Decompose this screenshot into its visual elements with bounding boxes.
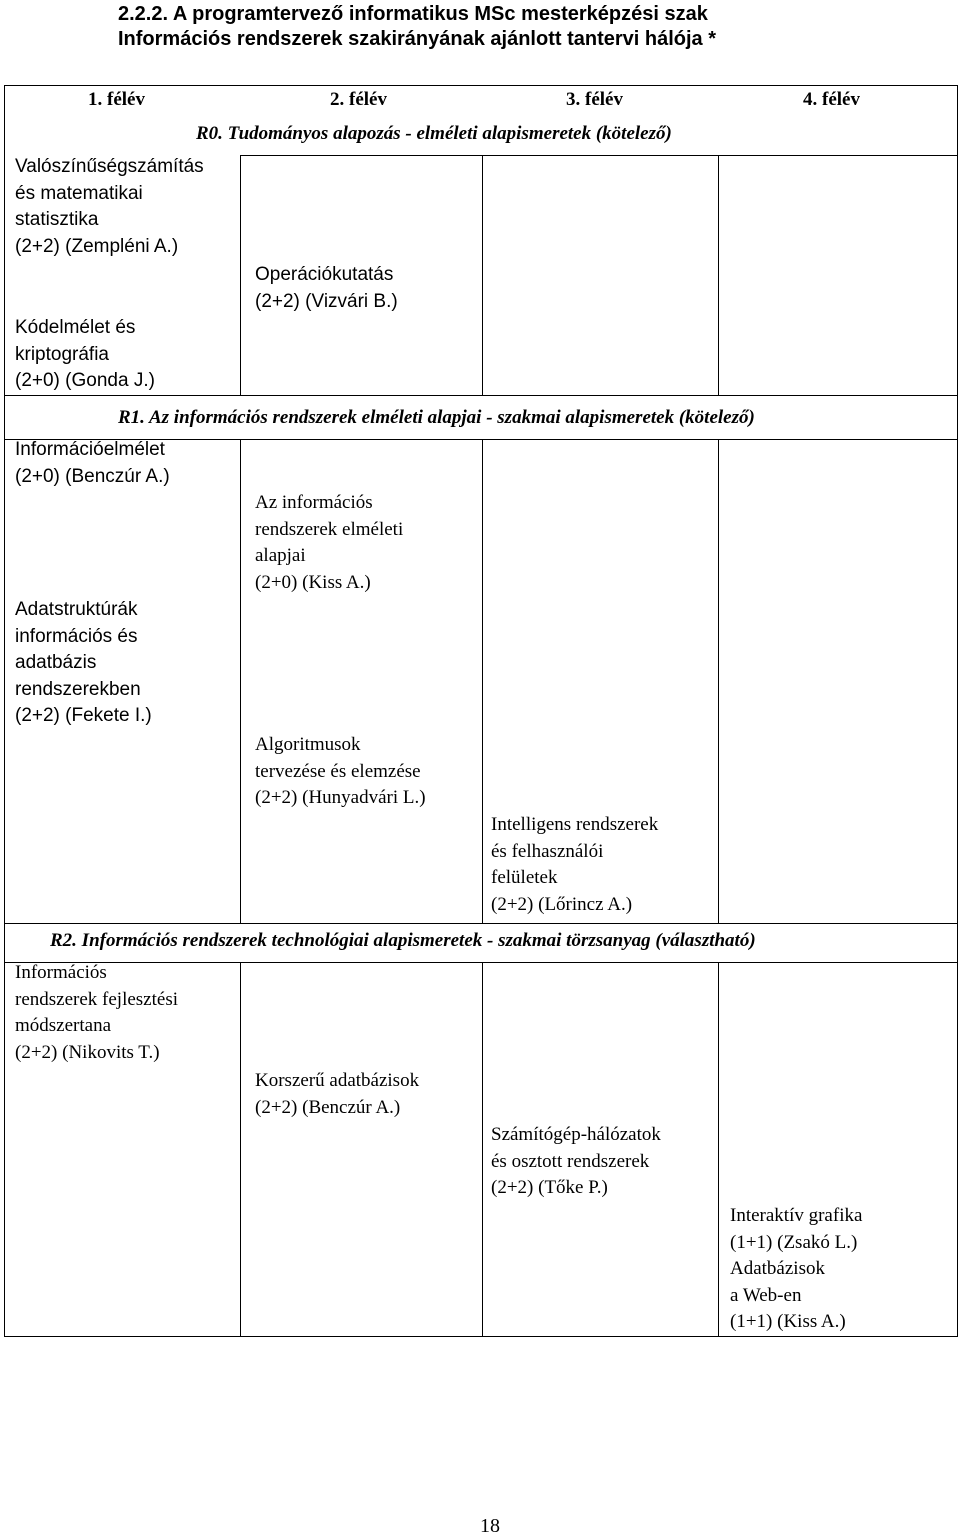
curriculum-grid xyxy=(4,85,958,1337)
grid-border-top xyxy=(4,85,958,86)
course-line: Algoritmusok xyxy=(255,734,361,755)
section-header-r1: R1. Az információs rendszerek elméleti alapjai - szakmai alapismeretek (kötelező) xyxy=(118,407,755,428)
course-kodelmelet xyxy=(15,315,155,395)
page-number: 18 xyxy=(480,1515,500,1537)
course-line: felületek xyxy=(491,867,558,888)
course-line: Az információs xyxy=(255,492,373,513)
course-line: (2+0) (Gonda J.) xyxy=(15,370,155,391)
course-line: rendszerekben xyxy=(15,678,141,700)
row-line-r0-bottom xyxy=(4,395,958,396)
course-line: Intelligens rendszerek xyxy=(491,814,659,835)
title-line-2: Információs rendszerek szakirányának ajánlott tantervi hálója * xyxy=(118,28,717,50)
grid-border-bottom xyxy=(4,1336,958,1337)
course-line: statisztika xyxy=(15,209,99,230)
course-line: Valószínűségszámítás xyxy=(15,156,204,177)
row-line-r0-top xyxy=(240,155,958,156)
course-informacioelmelet xyxy=(15,437,170,490)
col-divider-1-r1 xyxy=(240,439,241,923)
course-line: Számítógép-hálózatok xyxy=(491,1124,661,1145)
col-divider-1-r0 xyxy=(240,155,241,395)
course-szamitogep-halozatok xyxy=(491,1122,661,1202)
course-line: (2+0) (Benczúr A.) xyxy=(15,465,170,487)
course-line: és matematikai xyxy=(15,182,143,204)
course-line: (2+2) (Zempléni A.) xyxy=(15,235,179,257)
course-line: Kódelmélet és xyxy=(15,317,136,338)
col-divider-3-r1 xyxy=(718,439,719,923)
course-line: Korszerű adatbázisok xyxy=(255,1070,420,1091)
course-line: rendszerek fejlesztési xyxy=(15,988,178,1010)
course-line: (2+2) (Nikovits T.) xyxy=(15,1041,160,1063)
semester-header-3: 3. félév xyxy=(566,89,623,110)
course-line: (1+1) (Kiss A.) xyxy=(730,1311,846,1332)
course-line: Adatstruktúrák xyxy=(15,599,138,620)
course-line: (2+2) (Fekete I.) xyxy=(15,705,152,726)
course-line: alapjai xyxy=(255,545,306,566)
course-korszeru-adatbazisok xyxy=(255,1068,419,1121)
course-line: és osztott rendszerek xyxy=(491,1150,650,1172)
title-line-1: 2.2.2. A programtervező informatikus MSc mesterképzési szak xyxy=(118,3,708,25)
course-adatstrukturak xyxy=(15,597,152,730)
course-intelligens-rendszerek xyxy=(491,812,658,918)
course-line: Interaktív grafika xyxy=(730,1205,863,1226)
document-title xyxy=(118,2,938,52)
course-line: (1+1) (Zsakó L.) xyxy=(730,1231,858,1253)
course-valoszinusegszamitas xyxy=(15,154,204,260)
course-line: tervezése és elemzése xyxy=(255,760,421,782)
course-line: Adatbázisok xyxy=(730,1258,825,1279)
course-line: Információs xyxy=(15,962,107,983)
course-line: (2+2) (Lőrincz A.) xyxy=(491,893,633,915)
course-line: (2+2) (Benczúr A.) xyxy=(255,1096,401,1118)
row-line-r1-bottom xyxy=(4,923,958,924)
course-is-fejlesztesi-modszertana xyxy=(15,960,178,1066)
course-line: módszertana xyxy=(15,1015,112,1036)
course-line: adatbázis xyxy=(15,652,97,673)
semester-header-2: 2. félév xyxy=(330,89,387,110)
col-divider-1-r2 xyxy=(240,962,241,1337)
course-line: a Web-en xyxy=(730,1284,802,1306)
col-divider-3-r2 xyxy=(718,962,719,1337)
course-interaktiv-grafika-adatbazisok-web xyxy=(730,1203,862,1336)
semester-header-1: 1. félév xyxy=(88,89,145,110)
section-header-r2: R2. Információs rendszerek technológiai alapismeretek - szakmai törzsanyag (választható) xyxy=(50,930,756,951)
course-line: Információelmélet xyxy=(15,439,165,460)
course-operaciokutatas xyxy=(255,262,398,315)
course-line: (2+2) (Hunyadvári L.) xyxy=(255,787,426,808)
grid-border-right xyxy=(957,85,958,1337)
course-line: rendszerek elméleti xyxy=(255,518,404,540)
course-is-elmeleti-alapjai xyxy=(255,490,403,596)
course-line: (2+0) (Kiss A.) xyxy=(255,571,371,593)
course-line: (2+2) (Vizvári B.) xyxy=(255,290,398,312)
course-line: (2+2) (Tőke P.) xyxy=(491,1177,608,1198)
col-divider-2-r1 xyxy=(482,439,483,923)
col-divider-2-r2 xyxy=(482,962,483,1337)
course-algoritmusok xyxy=(255,732,426,812)
course-line: információs és xyxy=(15,625,138,647)
section-header-r0: R0. Tudományos alapozás - elméleti alapismeretek (kötelező) xyxy=(196,123,672,144)
course-line: Operációkutatás xyxy=(255,264,394,285)
col-divider-3-r0 xyxy=(718,155,719,395)
grid-border-left xyxy=(4,85,5,1337)
col-divider-2-r0 xyxy=(482,155,483,395)
course-line: és felhasználói xyxy=(491,840,604,862)
semester-header-4: 4. félév xyxy=(803,89,860,110)
course-line: kriptográfia xyxy=(15,343,109,365)
